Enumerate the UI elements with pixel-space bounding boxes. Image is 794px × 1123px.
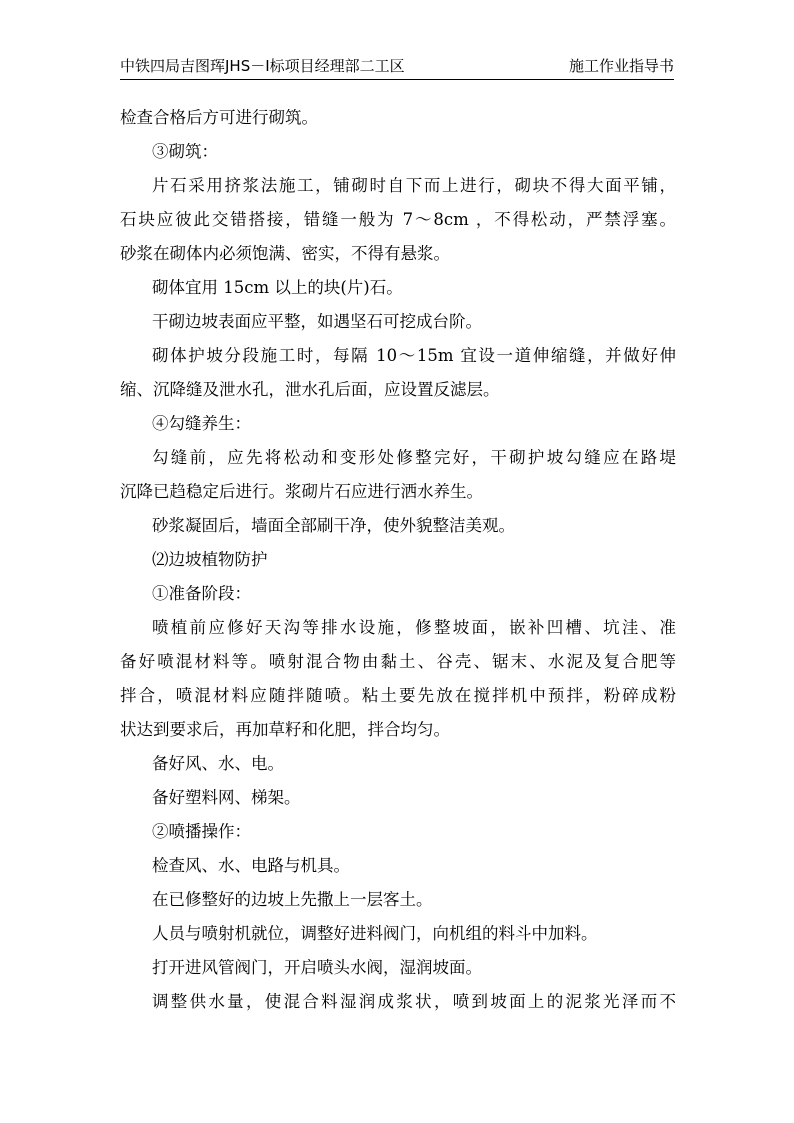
header-document-type: 施工作业指导书 bbox=[568, 57, 674, 75]
text-line: 打开进风管阀门，开启喷头水阀，湿润坡面。 bbox=[152, 958, 482, 977]
text-line: 状达到要求后，再加草籽和化肥，拌合均匀。 bbox=[120, 720, 450, 739]
text-line: 砂浆在砌体内必须饱满、密实，不得有悬浆。 bbox=[120, 244, 450, 263]
text-line: 喷植前应修好天沟等排水设施，修整坡面，嵌补凹槽、坑洼、准 bbox=[152, 618, 676, 637]
text-line: 缩、沉降缝及泄水孔，泄水孔后面，应设置反滤层。 bbox=[120, 380, 500, 399]
text-line: 拌合，喷混材料应随拌随喷。粘土要先放在搅拌机中预拌，粉碎成粉 bbox=[120, 686, 676, 705]
text-line: 片石采用挤浆法施工，铺砌时自下而上进行，砌块不得大面平铺， bbox=[152, 176, 676, 195]
text-line: 调整供水量，使混合料湿润成浆状，喷到坡面上的泥浆光泽而不 bbox=[152, 992, 676, 1011]
section-heading-slope-planting: ⑵边坡植物防护 bbox=[152, 550, 268, 569]
text-line: 备好喷混材料等。喷射混合物由黏土、谷壳、锯末、水泥及复合肥等 bbox=[120, 652, 676, 671]
section-heading-pointing: ④勾缝养生： bbox=[152, 414, 251, 433]
section-heading-preparation: ①准备阶段： bbox=[152, 584, 251, 603]
text-line: 沉降已趋稳定后进行。浆砌片石应进行洒水养生。 bbox=[120, 482, 483, 501]
page-header bbox=[120, 55, 674, 80]
text-line: 砌体护坡分段施工时，每隔 10～15m 宜设一道伸缩缝，并做好伸 bbox=[152, 346, 676, 365]
text-line: 砌体宜用 15cm 以上的块(片)石。 bbox=[152, 278, 403, 297]
document-body bbox=[120, 101, 676, 1019]
text-line: 勾缝前，应先将松动和变形处修整完好，干砌护坡勾缝应在路堤 bbox=[152, 448, 676, 467]
text-line: 砂浆凝固后，墙面全部刷干净，使外貌整洁美观。 bbox=[152, 516, 515, 535]
header-project-name: 中铁四局吉图珲JHS－Ⅰ标项目经理部二工区 bbox=[120, 57, 405, 75]
section-heading-masonry: ③砌筑： bbox=[152, 142, 218, 161]
text-line: 检查合格后方可进行砌筑。 bbox=[120, 108, 318, 127]
text-line: 备好塑料网、梯架。 bbox=[152, 788, 301, 807]
text-line: 备好风、水、电。 bbox=[152, 754, 284, 773]
text-line: 检查风、水、电路与机具。 bbox=[152, 856, 350, 875]
text-line: 干砌边坡表面应平整，如遇坚石可挖成台阶。 bbox=[152, 312, 482, 331]
section-heading-spraying: ②喷播操作： bbox=[152, 822, 251, 841]
text-line: 在已修整好的边坡上先撒上一层客土。 bbox=[152, 890, 433, 909]
text-line: 石块应彼此交错搭接，错缝一般为 7～8cm ，不得松动，严禁浮塞。 bbox=[120, 210, 676, 229]
text-line: 人员与喷射机就位，调整好进料阀门，向机组的料斗中加料。 bbox=[152, 924, 598, 943]
